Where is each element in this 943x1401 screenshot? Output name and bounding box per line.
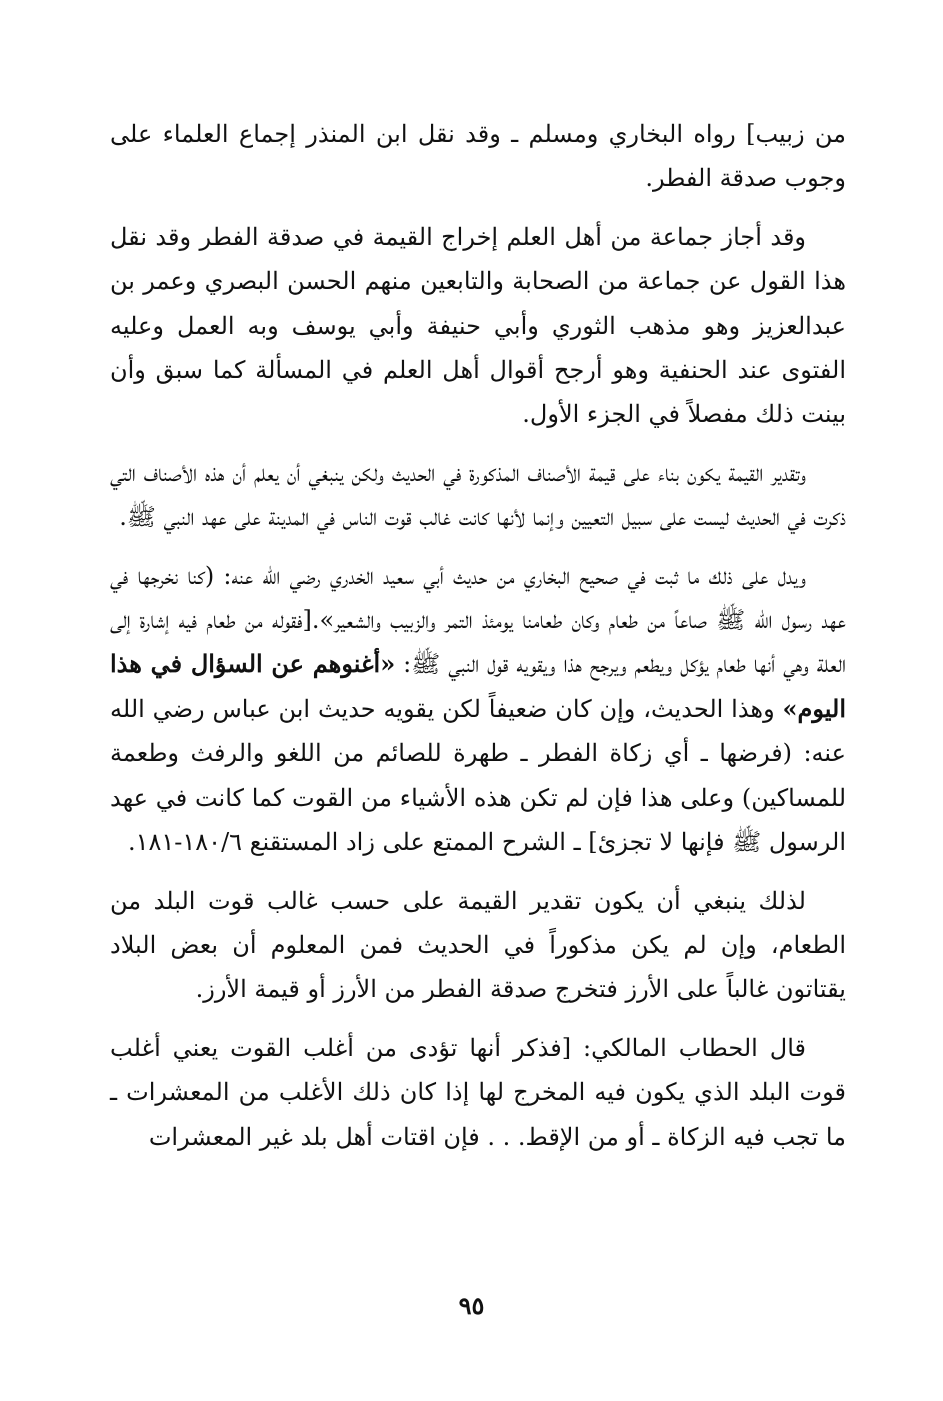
hadith-quote: «أغنوهم عن السؤال في هذا اليوم» — [110, 649, 846, 723]
paragraph-4-intro: ويدل على ذلك ما ثبت في صحيح البخاري من حديث أبي سعيد الخدري رضي الله عنه: (كنا نخرجها في عهد رسول الله ﷺ صاعاً من طعام وكان طعامنا يومئذ التمر والزبيب والشعير».[فقوله من طعام فيه إشارة إلى العلة وهي أنها طعام يؤكل ويطعم ويرجح هذا ويقويه قول النبي ﷺ: — [110, 561, 846, 679]
page-number: ٩٥ — [458, 1291, 485, 1320]
paragraph-4-rest: وهذا الحديث، وإن كان ضعيفاً لكن يقويه حديث ابن عباس رضي الله عنه: (فرضها ـ أي زكاة الفطر ـ طهرة للصائم من اللغو والرفث وطعمة للمساكين) وعلى هذا فإن لم تكن هذه الأشياء من القوت كما كانت في عهد الرسول ﷺ فإنها لا تجزئ] ـ الشرح الممتع على زاد المستقنع ١٨٠/٦-١٨١. — [110, 694, 846, 857]
paragraph-3: وتقدير القيمة يكون بناء على قيمة الأصناف المذكورة في الحديث ولكن ينبغي أن يعلم أن هذه الأصناف التي ذكرت في الحديث ليست على سبيل التعيين وإنما لأنها كانت غالب قوت الناس في المدينة على عهد النبي ﷺ. — [110, 458, 846, 532]
paragraph-1: من زبيب] رواه البخاري ومسلم ـ وقد نقل ابن المنذر إجماع العلماء على وجوب صدقة الفطر. — [110, 120, 846, 193]
paragraph-4 — [110, 554, 846, 865]
paragraph-6: قال الحطاب المالكي: [فذكر أنها تؤدى من أغلب القوت يعني أغلب قوت البلد الذي يكون فيه المخرج لها إذا كان ذلك الأغلب من المعشرات ـ ما تجب فيه الزكاة ـ أو من الإقط. . . فإن اقتات أهل بلد غير المعشرات — [110, 1033, 846, 1151]
paragraph-5: لذلك ينبغي أن يكون تقدير القيمة على حسب غالب قوت البلد من الطعام، وإن لم يكن مذكوراً في الحديث فمن المعلوم أن بعض البلاد يقتاتون غالباً على الأرز فتخرج صدقة الفطر من الأرز أو قيمة الأرز. — [110, 886, 847, 1004]
paragraph-2: وقد أجاز جماعة من أهل العلم إخراج القيمة في صدقة الفطر وقد نقل هذا القول عن جماعة من الصحابة والتابعين منهم الحسن البصري وعمر بن عبدالعزيز وهو مذهب الثوري وأبي حنيفة وأبي يوسف وبه العمل وعليه الفتوى عند الحنفية وهو أرجح أقوال أهل العلم في المسألة كما سبق وأن بينت ذلك مفصلاً في الجزء الأول. — [110, 222, 846, 429]
document-body — [110, 112, 846, 1171]
